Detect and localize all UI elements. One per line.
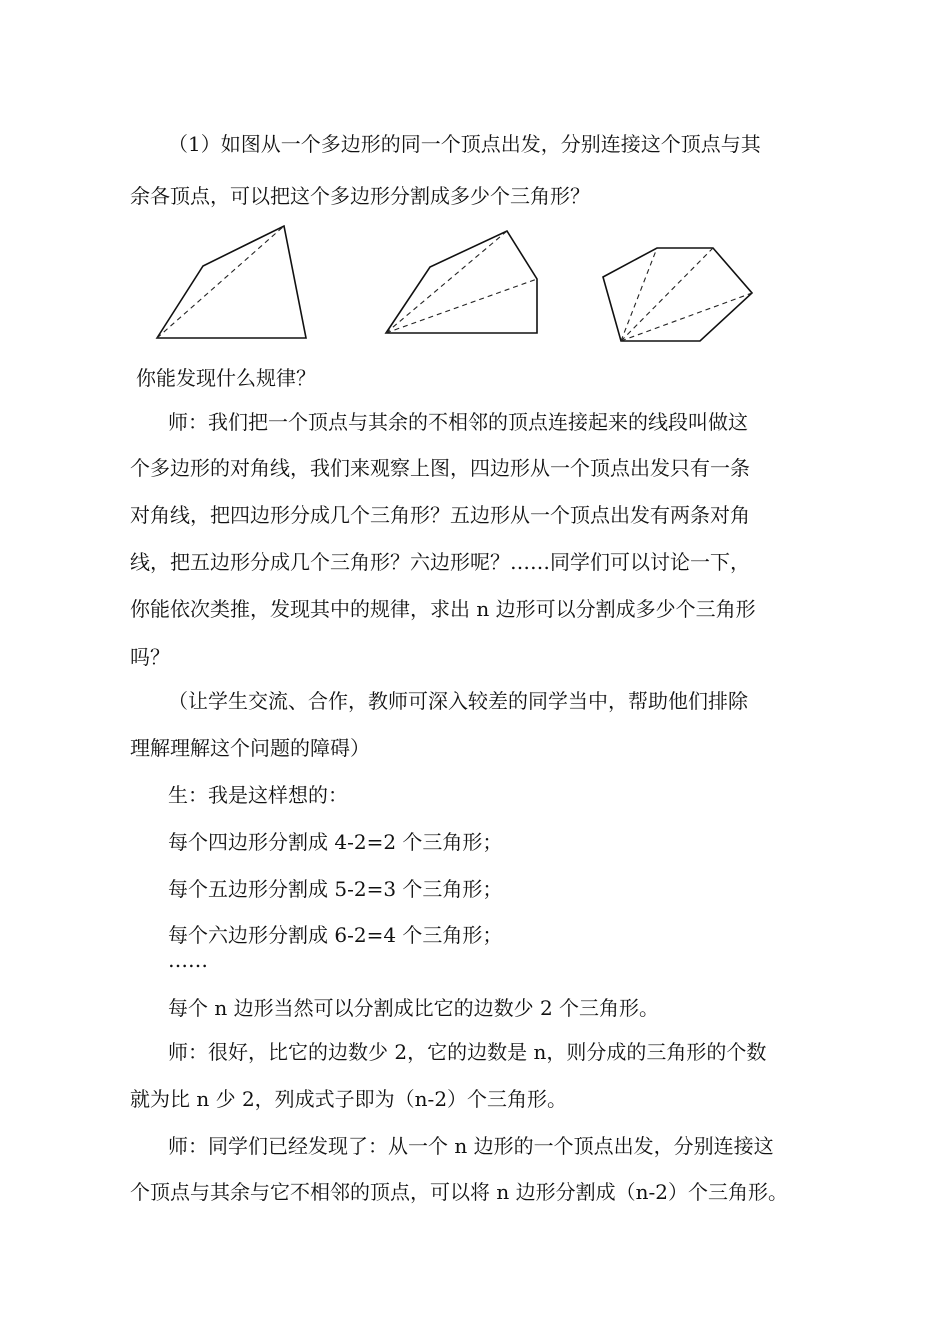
text-line: 每个四边形分割成 4-2=2 个三角形； (168, 830, 503, 854)
hexagon-diagonal (621, 248, 657, 341)
text-line: 就为比 n 少 2，列成式子即为（n-2）个三角形。 (130, 1087, 568, 1111)
text-line: 吗？ (130, 645, 170, 669)
text-line: （1）如图从一个多边形的同一个顶点出发，分别连接这个顶点与其 (168, 132, 761, 156)
quadrilateral-outline (157, 226, 306, 338)
hexagon-outline (603, 248, 752, 341)
text-line: 个多边形的对角线，我们来观察上图，四边形从一个顶点出发只有一条 (130, 456, 750, 480)
hexagon-diagonal (621, 248, 713, 341)
hexagon-shape (603, 248, 752, 341)
pentagon-shape (386, 231, 537, 333)
text-line: 对角线，把四边形分成几个三角形？五边形从一个顶点出发有两条对角 (130, 503, 750, 527)
text-line: 你能依次类推，发现其中的规律，求出 n 边形可以分割成多少个三角形 (130, 597, 756, 621)
text-line: 线，把五边形分成几个三角形？六边形呢？……同学们可以讨论一下， (130, 550, 750, 574)
text-line: 每个 n 边形当然可以分割成比它的边数少 2 个三角形。 (168, 996, 660, 1020)
text-line: 理解理解这个问题的障碍） (130, 736, 370, 760)
polygon-diagonals-figure (0, 215, 950, 355)
pentagon-diagonal (386, 231, 507, 333)
text-line: 师：很好，比它的边数少 2，它的边数是 n，则分成的三角形的个数 (168, 1040, 767, 1064)
text-line: （让学生交流、合作，教师可深入较差的同学当中，帮助他们排除 (168, 689, 748, 713)
text-line: 你能发现什么规律？ (136, 366, 316, 390)
quadrilateral-diagonal (157, 226, 284, 338)
text-line: 每个六边形分割成 6-2=4 个三角形； (168, 923, 503, 947)
text-line: 余各顶点，可以把这个多边形分割成多少个三角形？ (130, 184, 590, 208)
text-line: 生：我是这样想的： (168, 783, 348, 807)
text-line: 个顶点与其余与它不相邻的顶点，可以将 n 边形分割成（n-2）个三角形。 (130, 1180, 788, 1204)
quadrilateral-shape (157, 226, 306, 338)
text-line: 每个五边形分割成 5-2=3 个三角形； (168, 877, 503, 901)
pentagon-diagonal (386, 279, 537, 333)
text-line: 师：同学们已经发现了：从一个 n 边形的一个顶点出发，分别连接这 (168, 1134, 774, 1158)
text-line: …… (168, 948, 208, 972)
hexagon-diagonal (621, 293, 752, 341)
polygon-figure-svg (0, 215, 950, 355)
pentagon-outline (386, 231, 537, 333)
text-line: 师：我们把一个顶点与其余的不相邻的顶点连接起来的线段叫做这 (168, 410, 748, 434)
